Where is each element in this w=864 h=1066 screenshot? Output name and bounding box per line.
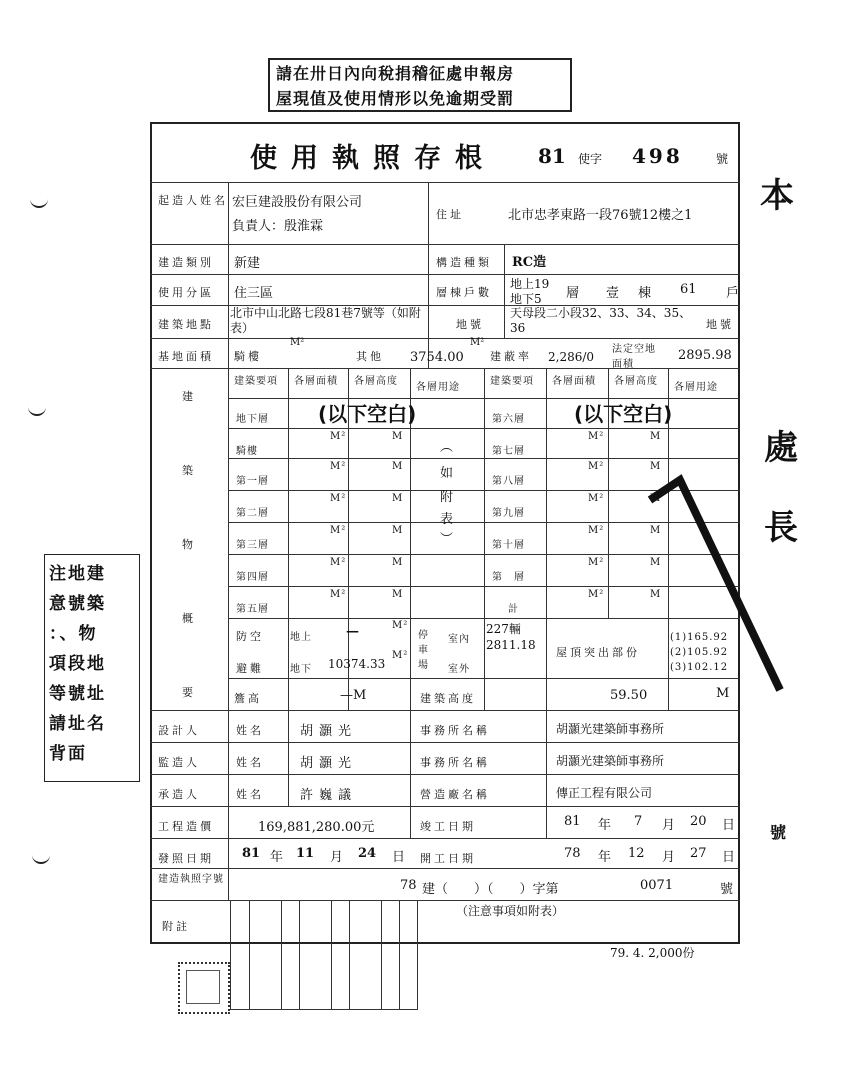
right-margin-char: 處 xyxy=(764,428,798,468)
col-header-area-right: 各層面積 xyxy=(552,376,596,387)
blank-note-left: (以下空白) xyxy=(318,402,417,426)
start-date-label: 開工日期 xyxy=(420,852,476,865)
right-floor-2: 第八層 xyxy=(492,476,525,487)
designer-office: 胡灝光建築師事務所 xyxy=(556,722,665,736)
building-height-label: 建築高度 xyxy=(420,692,476,705)
completion-year: 81 xyxy=(564,814,581,829)
roof-value-2: (2)105.92 xyxy=(670,647,729,658)
shelter-label-2: 避難 xyxy=(236,662,264,675)
unit: M xyxy=(650,525,662,536)
lot-value: 天母段二小段32、33、34、35、36 xyxy=(510,306,692,335)
issue-month-unit: 月 xyxy=(330,850,344,865)
site-label: 建築地點 xyxy=(158,318,214,331)
right-floor-3: 第九層 xyxy=(492,508,525,519)
left-floor-1: 騎樓 xyxy=(236,446,258,457)
other-label: 其他 xyxy=(356,350,384,363)
start-month: 12 xyxy=(628,846,645,861)
left-floor-2: 第一層 xyxy=(236,476,269,487)
right-floor-5: 第 層 xyxy=(492,572,525,583)
unit: M xyxy=(392,461,404,472)
parking-label: 停車場 xyxy=(418,630,429,671)
building-height-value: 59.50 xyxy=(610,688,648,703)
usage-note-3: 表 xyxy=(440,512,454,527)
left-floor-4: 第三層 xyxy=(236,540,269,551)
supervisor-office: 胡灝光建築師事務所 xyxy=(556,754,665,768)
usage-note-0: ︵ xyxy=(440,440,454,455)
unit: M xyxy=(650,557,662,568)
punch-mark xyxy=(30,196,48,208)
open-space-value: 2895.98 xyxy=(678,348,732,363)
builder-label: 起造人姓名 xyxy=(158,194,228,207)
unit: M xyxy=(392,493,404,504)
unit: M² xyxy=(588,589,605,600)
right-floor-1: 第七層 xyxy=(492,446,525,457)
completion-year-unit: 年 xyxy=(598,818,612,833)
indoor-label: 室內 xyxy=(448,634,470,645)
designer-label: 設計人 xyxy=(158,724,200,737)
permit-suffix: 號 xyxy=(716,152,729,166)
supervisor-name-label: 姓名 xyxy=(236,756,264,769)
overview-label-5: 要 xyxy=(182,686,196,699)
roof-value-3: (3)102.12 xyxy=(670,662,729,673)
note-label: 附註 xyxy=(162,920,190,933)
issue-month: 11 xyxy=(296,846,315,861)
stamp-line-1: 請在卅日內向稅捐稽征處申報房 xyxy=(276,64,515,83)
completion-label: 竣工日期 xyxy=(420,820,476,833)
building-permit-mid: 建（ ）（ ）字第 xyxy=(422,882,559,897)
side-note-line: 項段地 xyxy=(49,654,106,674)
overview-label-4: 概 xyxy=(182,612,196,625)
builder-representative: 負責人：殷淮霖 xyxy=(232,219,324,234)
side-note-line: 意號築 xyxy=(49,594,106,614)
usage-note-2: 附 xyxy=(440,490,454,505)
zoning-value: 住三區 xyxy=(234,286,274,301)
permit-year: 81 xyxy=(538,144,566,168)
fold-mark xyxy=(640,470,790,710)
unit: M xyxy=(650,431,662,442)
other-value: 3754.00 xyxy=(410,350,464,365)
unit: M² xyxy=(330,525,347,536)
building-permit-suffix: 號 xyxy=(720,882,734,897)
designer-name-label: 姓名 xyxy=(236,724,264,737)
structure-label: 構造種類 xyxy=(436,256,492,269)
unit: M xyxy=(650,493,662,504)
usage-note-1: 如 xyxy=(440,466,454,481)
shelter-label-1: 防空 xyxy=(236,630,264,643)
roof-label: 屋頂突出部份 xyxy=(556,646,640,659)
arcade-label: 騎樓 xyxy=(234,350,262,363)
builder-company: 宏巨建設股份有限公司 xyxy=(232,195,363,210)
households-unit: 戶 xyxy=(726,286,740,301)
right-margin-char: 號 xyxy=(770,823,787,842)
unit: M xyxy=(392,557,404,568)
address-label: 住址 xyxy=(436,208,464,221)
households-count: 61 xyxy=(680,282,697,297)
shelter-above-value: — xyxy=(346,624,359,639)
shelter-above-label: 地上 xyxy=(290,632,312,643)
start-year: 78 xyxy=(564,846,581,861)
unit: M² xyxy=(330,589,347,600)
indoor-value: 227輛 xyxy=(486,622,521,636)
col-header-area-left: 各層面積 xyxy=(294,376,338,387)
other-unit: M² xyxy=(470,337,485,348)
completion-day-unit: 日 xyxy=(722,818,736,833)
supervisor-label: 監造人 xyxy=(158,756,200,769)
buildings-count: 壹 xyxy=(606,286,620,301)
col-header-item-right: 建築要項 xyxy=(490,376,534,387)
supervisor-name: 胡灝光 xyxy=(300,756,358,771)
tax-reminder-stamp xyxy=(268,58,572,112)
usage-note-4: ︶ xyxy=(440,532,454,547)
contractor-office: 傳正工程有限公司 xyxy=(556,786,653,800)
issue-day-unit: 日 xyxy=(392,850,406,865)
col-header-usage-right: 各層用途 xyxy=(674,382,718,393)
arcade-unit: M² xyxy=(290,337,305,348)
seal-inner xyxy=(186,970,220,1004)
roof-value-1: (1)165.92 xyxy=(670,632,729,643)
floors-label: 層棟戶數 xyxy=(436,286,492,299)
col-header-item-left: 建築要項 xyxy=(234,376,278,387)
completion-month: 7 xyxy=(634,814,643,829)
shelter-unit-above: M² xyxy=(392,620,409,631)
unit: M² xyxy=(588,461,605,472)
completion-month-unit: 月 xyxy=(662,818,676,833)
unit: M² xyxy=(588,525,605,536)
floors-unit: 層 xyxy=(566,286,580,301)
floors-above: 地上19 xyxy=(510,277,550,291)
col-header-usage-left: 各層用途 xyxy=(416,382,460,393)
right-floor-total: 計 xyxy=(508,604,519,615)
cost-label: 工程造價 xyxy=(158,820,214,833)
building-permit-label: 建造執照字號 xyxy=(158,874,224,885)
side-note-line: 背面 xyxy=(49,744,87,764)
issue-date-label: 發照日期 xyxy=(158,852,214,865)
floors-below: 地下5 xyxy=(510,292,542,306)
contractor-label: 承造人 xyxy=(158,788,200,801)
unit: M xyxy=(392,525,404,536)
side-note-line: 注地建 xyxy=(49,564,106,584)
right-margin-char: 長 xyxy=(764,508,798,548)
left-floor-3: 第二層 xyxy=(236,508,269,519)
outdoor-value: 2811.18 xyxy=(486,638,536,652)
unit: M² xyxy=(330,461,347,472)
blank-note-right: (以下空白) xyxy=(574,402,673,426)
unit: M² xyxy=(588,557,605,568)
unit: M² xyxy=(330,431,347,442)
stamp-line-2: 屋現值及使用情形以免逾期受罰 xyxy=(276,89,515,108)
unit: M² xyxy=(588,431,605,442)
start-year-unit: 年 xyxy=(598,850,612,865)
punch-mark xyxy=(32,852,50,864)
site-area-label: 基地面積 xyxy=(158,350,214,363)
coverage-value: 2,286/0 xyxy=(548,350,595,364)
note-text: （注意事項如附表） xyxy=(456,904,565,918)
eaves-value: —M xyxy=(340,688,367,703)
issue-day: 24 xyxy=(358,846,377,861)
overview-label-1: 建 xyxy=(182,390,196,403)
shelter-unit-below: M² xyxy=(392,650,409,661)
lot-suffix: 地號 xyxy=(706,318,734,331)
unit: M xyxy=(650,461,662,472)
site-value: 北市中山北路七段81巷7號等（如附表） xyxy=(230,306,421,335)
open-space-label: 法定空地面積 xyxy=(612,344,656,370)
structure-value: RC造 xyxy=(512,255,547,270)
designer-office-label: 事務所名稱 xyxy=(420,724,490,737)
issue-year: 81 xyxy=(242,846,261,861)
start-month-unit: 月 xyxy=(662,850,676,865)
overview-label-3: 物 xyxy=(182,538,196,551)
supervisor-office-label: 事務所名稱 xyxy=(420,756,490,769)
unit: M xyxy=(392,589,404,600)
build-type-value: 新建 xyxy=(234,256,261,271)
outdoor-label: 室外 xyxy=(448,664,470,675)
building-permit-number: 0071 xyxy=(640,878,674,893)
start-day-unit: 日 xyxy=(722,850,736,865)
col-header-height-left: 各層高度 xyxy=(354,376,398,387)
shelter-below-value: 10374.33 xyxy=(328,657,386,671)
side-note-line: 等號址 xyxy=(49,684,106,704)
contractor-name-label: 姓名 xyxy=(236,788,264,801)
build-type-label: 建造類別 xyxy=(158,256,214,269)
lot-label: 地號 xyxy=(456,318,484,331)
designer-name: 胡灝光 xyxy=(300,724,358,739)
permit-char: 使字 xyxy=(578,152,603,166)
unit: M² xyxy=(588,493,605,504)
unit: M² xyxy=(330,493,347,504)
shelter-below-label: 地下 xyxy=(290,664,312,675)
print-info: 79. 4. 2,000份 xyxy=(610,946,695,960)
permit-number: 498 xyxy=(632,144,683,168)
right-floor-4: 第十層 xyxy=(492,540,525,551)
unit: M² xyxy=(330,557,347,568)
form-title: 使用執照存根 xyxy=(250,143,496,174)
side-note-line: 請址名 xyxy=(49,714,106,734)
issue-year-unit: 年 xyxy=(270,850,284,865)
side-note-box xyxy=(44,554,140,782)
completion-day: 20 xyxy=(690,814,707,829)
building-permit-year: 78 xyxy=(400,878,417,893)
buildings-unit: 棟 xyxy=(638,286,652,301)
col-header-height-right: 各層高度 xyxy=(614,376,658,387)
eaves-label: 簷高 xyxy=(234,692,262,705)
overview-label-2: 築 xyxy=(182,464,196,477)
building-height-unit: M xyxy=(716,686,730,701)
builder-address: 北市忠孝東路一段76號12樓之1 xyxy=(508,208,693,223)
left-floor-5: 第四層 xyxy=(236,572,269,583)
right-margin-char: 本 xyxy=(760,176,794,216)
punch-mark xyxy=(28,404,46,416)
contractor-office-label: 營造廠名稱 xyxy=(420,788,490,801)
approval-stamp-grid xyxy=(230,900,418,1010)
left-floor-6: 第五層 xyxy=(236,604,269,615)
right-floor-0: 第六層 xyxy=(492,414,525,425)
unit: M xyxy=(650,589,662,600)
coverage-label: 建蔽率 xyxy=(490,350,532,363)
unit: M xyxy=(392,431,404,442)
cost-value: 169,881,280.00元 xyxy=(258,820,375,835)
side-note-line: ：、物 xyxy=(49,624,98,644)
left-floor-0: 地下層 xyxy=(236,414,269,425)
contractor-name: 許巍議 xyxy=(300,788,358,803)
start-day: 27 xyxy=(690,846,707,861)
zoning-label: 使用分區 xyxy=(158,286,214,299)
